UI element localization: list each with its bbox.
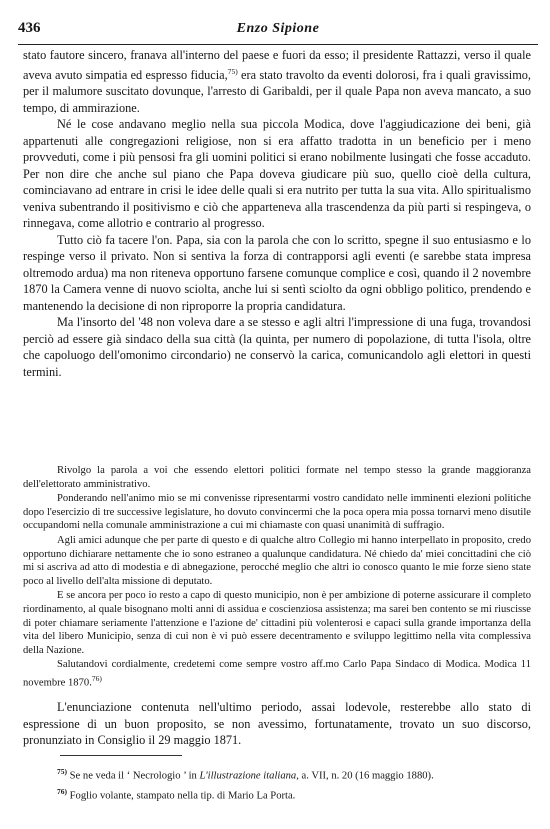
footnote-75-marker: 75) — [57, 767, 67, 776]
footnotes — [23, 765, 531, 805]
running-title: Enzo Sipione — [236, 21, 320, 36]
quoted-letter — [23, 464, 531, 691]
quote-paragraph-2: Ponderando nell'animo mio se mi convenisse ripresentarmi vostro candidato nelle imminenti elezioni politiche dopo l'esercizio di tre successive legislature, ho dovuto convincermi che la poca opera mia possa tornarvi meno disutile occupandomi nella comunale amministrazione a cui mi chiamaste con quasi unanimità di suffragio. — [23, 493, 531, 532]
quote-paragraph-5: Salutandovi cordialmente, credetemi come sempre vostro aff.mo Carlo Papa Sindaco di Modica. Modica 11 novembre 1870.$^{76)}$ — [23, 659, 531, 689]
paragraph-1: stato fautore sincero, franava all'interno del paese e fuori da esso; il presidente Rattazzi, verso il quale aveva avuto simpatia ed espresso fiducia,$^{75)}$ era stato travolto da eventi dolorosi, fra i quali gravissimo, per il malumore suscitato dovunque, l'arresto di Garibaldi, per il quale Papa non aveva mancato, a suo tempo, di ammirazione. — [23, 48, 532, 115]
paragraph-4: Ma l'insorto del '48 non voleva dare a se stesso e agli altri l'impressione di una fuga, trovandosi perciò ad essere già sindaco della sua città (la quinta, per numero di popolazione, di tutta l'isola, oltre che capoluogo dell'omonimo circondario) ne conservò la carica, comunicandolo agli elettori in questi termini. — [23, 315, 531, 379]
paragraph-3: Tutto ciò fa tacere l'on. Papa, sia con la parola che con lo scritto, spegne il suo entusiasmo e lo respinge verso il privato. Non si sentiva la forza di contrapporsi agli eventi (e sarebbe stata impresa oltremodo ardua) ma non riteneva opportuno farsene comunque complice e così, quando il 2 novembre 1870 la Camera venne di nuovo sciolta, anche lui si sentì sciolto da ogni obbligo politico, prendendo e mantenendo la decisione di non riproporre la propria candidatura. — [23, 232, 531, 313]
page-header — [18, 18, 538, 42]
closing-text — [23, 699, 531, 749]
paragraph-2: Né le cose andavano meglio nella sua piccola Modica, dove l'aggiudicazione dei beni, già appartenuti alle congregazioni religiose, non si era affatto tradotta in un beneficio per i meno provveduti, come i più pensosi fra gli uomini politici si erano nobilmente lusingati che fosse accaduto. Per non dire che anche sul piano che Papa doveva giudicare più suo, quello cioè della cultura, cominciavano ad entrare in crisi le idee delle quali si era nutrito per tutta la sua vita. Allo spiritualismo veniva subentrando il positivismo e ciò che apparteneva alla trascendenza da più parti si respingeva, o rinnegava, come allotrio e contrario al progresso. — [23, 117, 531, 231]
quote-paragraph-4: E se ancora per poco io resto a capo di questo municipio, non è per ambizione di poterne assicurare il completo riordinamento, al quale bisognano molti anni di assidua e coscienziosa assistenza; ma sarei ben contento se mi riuscisse di poter chiamare seriamente l'attenzione e l'azione de' cittadini più volenterosi e capaci sulla grande importanza della vita del libero Municipio, senza di cui non è vi può essere decentramento e sviluppo legittimo nella vita complessiva della Nazione. — [23, 590, 531, 656]
footnote-ref-75[interactable]: 75) — [227, 66, 238, 76]
page-number: 436 — [18, 20, 41, 36]
footnote-75-title: L'illustrazione italiana — [199, 770, 297, 782]
footnote-75: $^{75)}$ Se ne veda il ‘ Necrologio ’ in L'illustrazione italiana, a. VII, n. 20 (16 maggio 1880). — [57, 767, 434, 782]
paragraph-5: L'enunciazione contenuta nell'ultimo periodo, assai lodevole, resterebbe allo stato di espressione di un buon proposito, se non avessimo, fortunatamente, trovato un suo discorso, pronunziato in Consiglio il 29 maggio 1871. — [23, 700, 531, 747]
footnote-ref-76[interactable]: 76) — [91, 673, 102, 683]
quote-paragraph-1: Rivolgo la parola a voi che essendo elettori politici formate nel tempo stesso la grande maggioranza dell'elettorato amministrativo. — [23, 465, 531, 490]
quote-paragraph-3: Agli amici adunque che per parte di questo e di qualche altro Collegio mi hanno interpellato in proposito, credo opportuno dichiarare nettamente che io sono estraneo a qualunque candidatura. Né chiedo da' miei concittadini che ciò mi si ascriva ad atto di modestia e di abnegazione, perocché meglio che altri io conosco quanto le mie forze sieno state poco al livello dell'alta missione di deputato. — [23, 534, 531, 587]
footnote-rule — [60, 755, 182, 756]
footnote-76: $^{76)}$ Foglio volante, stampato nella tip. di Mario La Porta. — [57, 787, 296, 802]
footnote-76-marker: 76) — [57, 787, 67, 797]
main-text — [23, 47, 531, 380]
header-rule — [18, 44, 538, 45]
